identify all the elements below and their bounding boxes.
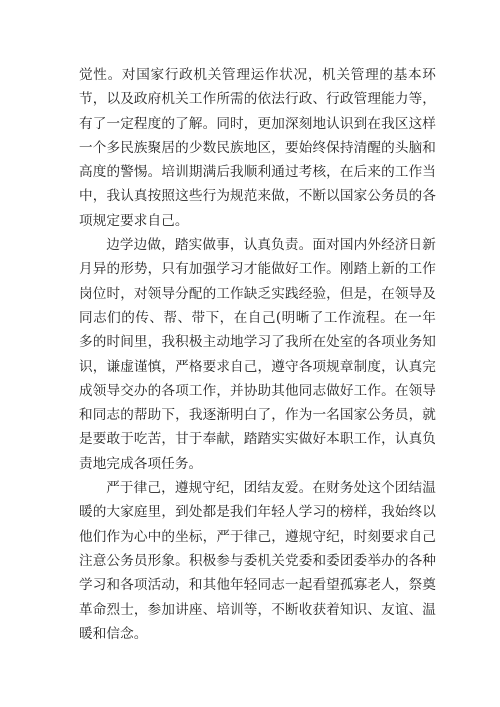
paragraph-1: 觉性。对国家行政机关管理运作状况，机关管理的基本环节，以及政府机关工作所需的依法行政、行政管理能力等，有了一定程度的了解。同时，更加深刻地认识到在我区这样一个多民族聚居的少数民族地区，要始终保持清醒的头脑和高度的警惕。培训期满后我顺利通过考核，在后来的工作当中，我认真按照这些行为规范来做，不断以国家公务员的各项规定要求自己。 [79, 67, 436, 229]
document-body [79, 63, 436, 646]
paragraph-2: 边学边做，踏实做事，认真负责。面对国内外经济日新月异的形势，只有加强学习才能做好工作。刚踏上新的工作岗位时，对领导分配的工作缺乏实践经验，但是，在领导及同志们的传、帮、带下，在自己(明晰了工作流程。在一年多的时间里，我积极主动地学习了我所在处室的各项业务知识，谦虚谨慎，严格要求自己，遵守各项规章制度，认真完成领导交办的各项工作，并协助其他同志做好工作。在领导和同志的帮助下，我逐渐明白了，作为一名国家公务员，就是要敢于吃苦，甘于奉献，踏踏实实做好本职工作，认真负责地完成各项任务。 [79, 237, 436, 472]
paragraph-3: 严于律己，遵规守纪，团结友爱。在财务处这个团结温暖的大家庭里，到处都是我们年轻人学习的榜样，我始终以他们作为心中的坐标，严于律己，遵规守纪，时刻要求自己注意公务员形象。积极参与委机关党委和委团委举办的各种学习和各项活动，和其他年轻同志一起看望孤寡老人，祭奠革命烈士，参加讲座、培训等，不断收获着知识、友谊、温暖和信念。 [79, 480, 436, 642]
